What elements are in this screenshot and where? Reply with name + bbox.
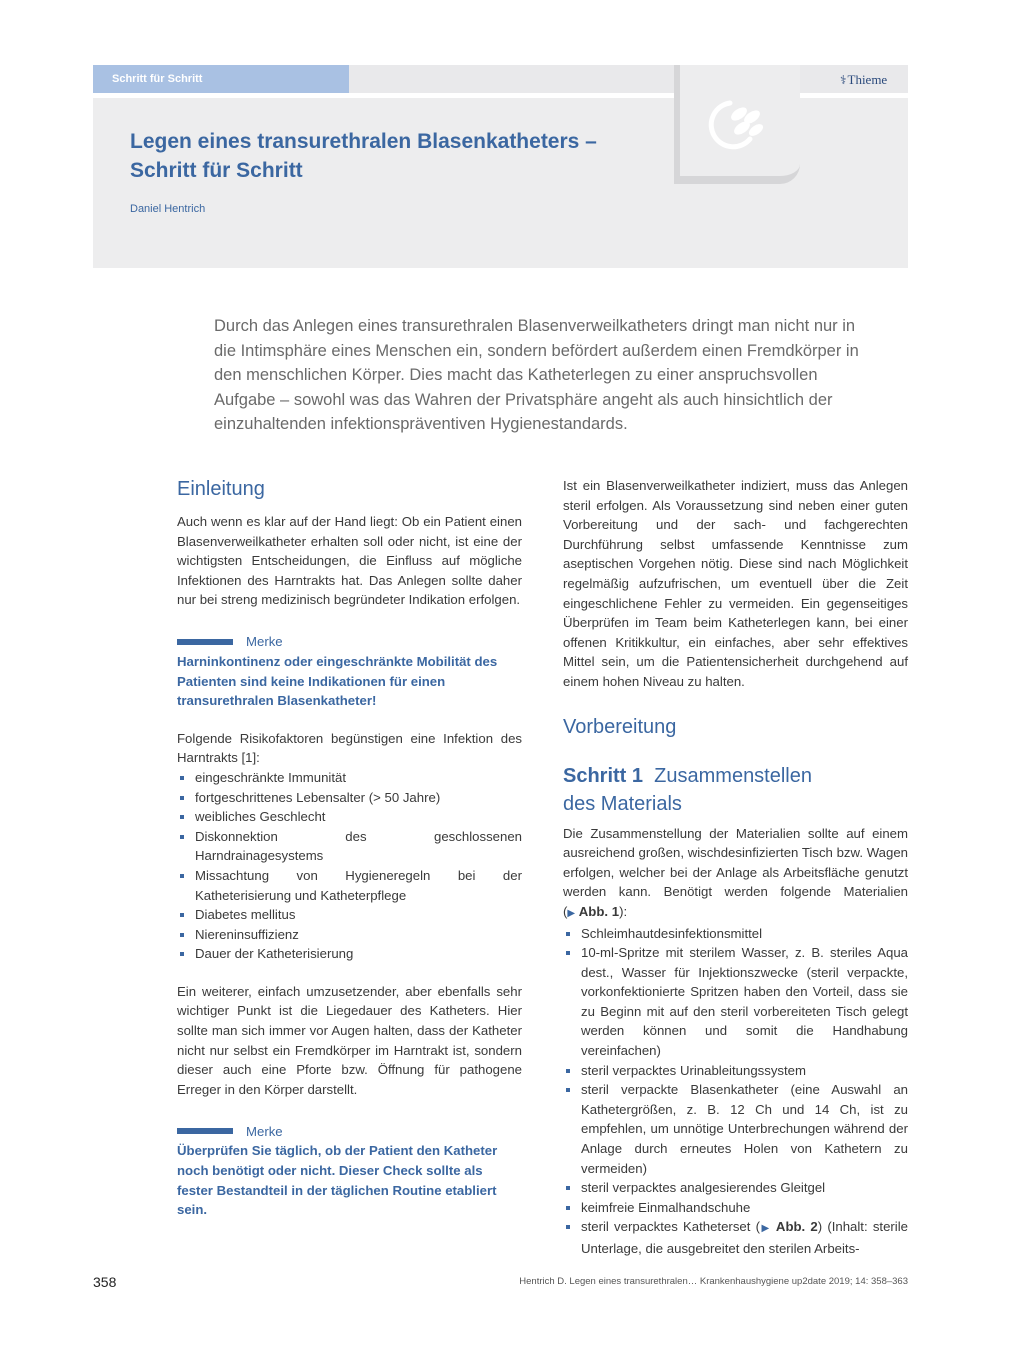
list-item: keimfreie Einmalhandschuhe — [563, 1198, 908, 1218]
intro-paragraph: Auch wenn es klar auf der Hand liegt: Ob ein Patient einen Blasenverweilkatheter erhalten soll oder nicht, ist eine der wichtigsten Entscheidungen, die Einfluss auf mögliche Infektionen des Harntrakts hat. Das Anlegen sollte daher nur bei streng medizinisch begründeter Indikation erfolgen. — [177, 514, 522, 608]
list-item: eingeschränkte Immunität — [177, 768, 522, 788]
thieme-logo-icon: ⚕ — [840, 73, 847, 87]
list-item: Missachtung von Hygieneregeln bei der Katheterisierung und Katheterpflege — [177, 866, 522, 905]
footer-citation: Hentrich D. Legen eines transurethralen… Krankenhaushygiene up2date 2019; 14: 358–363 — [519, 1276, 908, 1287]
merke-text-1: Harninkontinenz oder eingeschränkte Mobilität des Patienten sind keine Indikationen für einen transurethralen Blasenkatheter! — [177, 653, 498, 709]
list-item: steril verpacktes Urinableitungssystem — [563, 1061, 908, 1081]
title-line-2: Schritt für Schritt — [130, 159, 303, 182]
arrow-right-icon: ▶ — [760, 1223, 771, 1235]
indication-paragraph: Ist ein Blasenverweilkatheter indiziert, muss das Anlegen steril erfolgen. Als Voraussetzung sind neben einer guten Vorbereitung und der sach- und fachgerechten Durchführung selbst umfassende Kenntnisse zum aseptischen Vorgehen nötig. Diese sind nach Möglichkeit regelmäßig aufzufrischen, um eventuell über die Zeit eingeschlichene Fehler zu vermeiden. Ein gegenseitiges Überprüfen im Team beim Katheterlegen kann, bei einer offenen Kritikkultur, ein einfaches, aber sehr effektives Mittel sein, um die Patientensicherheit durchgehend auf einem hohen Niveau zu halten. — [563, 478, 908, 689]
page-number: 358 — [93, 1274, 117, 1290]
merke-label: Merke — [246, 634, 283, 650]
list-item: Schleimhautdesinfektionsmittel — [563, 924, 908, 944]
section-tag: Schritt für Schritt — [93, 65, 349, 93]
right-column — [563, 476, 908, 1259]
journal-emblem-icon — [702, 95, 772, 155]
merke-box-2-header — [177, 1121, 522, 1141]
step-title-line-2: des Materials — [563, 792, 682, 815]
materials-list — [563, 924, 908, 1259]
step-text-end: ): — [619, 903, 628, 919]
journal-emblem — [674, 65, 800, 184]
list-item: Dauer der Katheterisierung — [177, 944, 522, 964]
step-1-title — [563, 762, 908, 818]
author: Daniel Hentrich — [130, 203, 206, 215]
list-item: Diskonnektion des geschlossenen Harndrainagesystems — [177, 827, 522, 866]
list-item: Niereninsuffizienz — [177, 925, 522, 945]
heading-vorbereitung: Vorbereitung — [563, 715, 677, 738]
dwell-paragraph: Ein weiterer, einfach umzusetzender, aber ebenfalls sehr wichtiger Punkt ist die Liegedauer des Katheters. Hier sollte man sich immer vor Augen halten, dass der Katheter nicht nur selbst ein Fremdkörper im Harntrakt ist, sondern dieser auch eine Pforte bzw. Öffnung für pathogene Erreger in den Körper darstellt. — [177, 983, 522, 1097]
merke-bar — [177, 639, 233, 645]
merke-label: Merke — [246, 1123, 283, 1139]
risk-intro: Folgende Risikofaktoren begünstigen eine Infektion des Harntrakts [1]: — [177, 730, 522, 766]
list-item: steril verpacktes analgesierendes Gleitgel — [563, 1178, 908, 1198]
arrow-right-icon: ▶ — [567, 907, 576, 919]
figure-ref-1[interactable]: Abb. 1 — [578, 903, 620, 919]
risk-factor-list — [177, 768, 522, 964]
left-column — [177, 476, 522, 1220]
figure-ref-2[interactable]: Abb. 2 — [775, 1219, 818, 1235]
heading-einleitung: Einleitung — [177, 478, 265, 500]
list-item: weibliches Geschlecht — [177, 807, 522, 827]
step-text: Die Zusammenstellung der Materialien sollte auf einem ausreichend großen, wischdesinfizierten Tisch bzw. Wagen erfolgen, welcher bei der Anlage als Arbeitsfläche genutzt werden kann. Benötigt werden folgende Materialien ( — [563, 825, 908, 919]
list-item: Diabetes mellitus — [177, 905, 522, 925]
merke-bar — [177, 1128, 233, 1134]
step-label: Schritt 1 — [563, 764, 644, 787]
list-item: fortgeschrittenes Lebensalter (> 50 Jahre) — [177, 788, 522, 808]
item-text: steril verpacktes Katheterset ( — [581, 1219, 760, 1235]
list-item: 10-ml-Spritze mit sterilem Wasser, z. B. steriles Aqua dest., Wasser für Injektionszwecke (steril verpackte, vorkonfektionierte Spritzen haben den Vorteil, dass sie zu Beginn mit auf den steril vorbereiteten Tisch gelegt werden können und somit die Handhabung vereinfachen) — [563, 943, 908, 1061]
publisher-name: Thieme — [847, 72, 888, 87]
list-item: steril verpackte Blasenkatheter (eine Auswahl an Kathetergrößen, z. B. 12 Ch und 14 Ch, ist zu empfehlen, um unnötige Unterbrechungen während der Anlage durch erneutes Holen von Kathetern zu vermeiden) — [563, 1080, 908, 1178]
merke-text-2: Überprüfen Sie täglich, ob der Patient den Katheter noch benötigt oder nicht. Dieser Check sollte als fester Bestandteil in der täglichen Routine etabliert sein. — [177, 1143, 498, 1218]
publisher-logo — [840, 72, 887, 88]
merke-box-1-header — [177, 632, 522, 652]
step-title-line-1: Zusammenstellen — [654, 764, 812, 787]
article-title — [130, 127, 670, 185]
item-text-end: ) (Inhalt: sterile Unterlage, die ausgebreitet den sterilen Arbeits- — [581, 1219, 908, 1256]
abstract: Durch das Anlegen eines transurethralen Blasenverweilkatheters dringt man nicht nur in die Intimsphäre eines Menschen ein, sondern befördert außerdem einen Fremdkörper in den menschlichen Körper. Dies macht das Katheterlegen zu einer anspruchsvollen Aufgabe – sowohl was das Wahren der Privatsphäre angeht als auch hinsichtlich der einzuhaltenden infektionspräventiven Hygienestandards. — [214, 317, 859, 434]
list-item — [563, 1217, 908, 1258]
step-1-paragraph — [563, 824, 908, 924]
title-line-1: Legen eines transurethralen Blasenkatheters – — [130, 130, 597, 153]
